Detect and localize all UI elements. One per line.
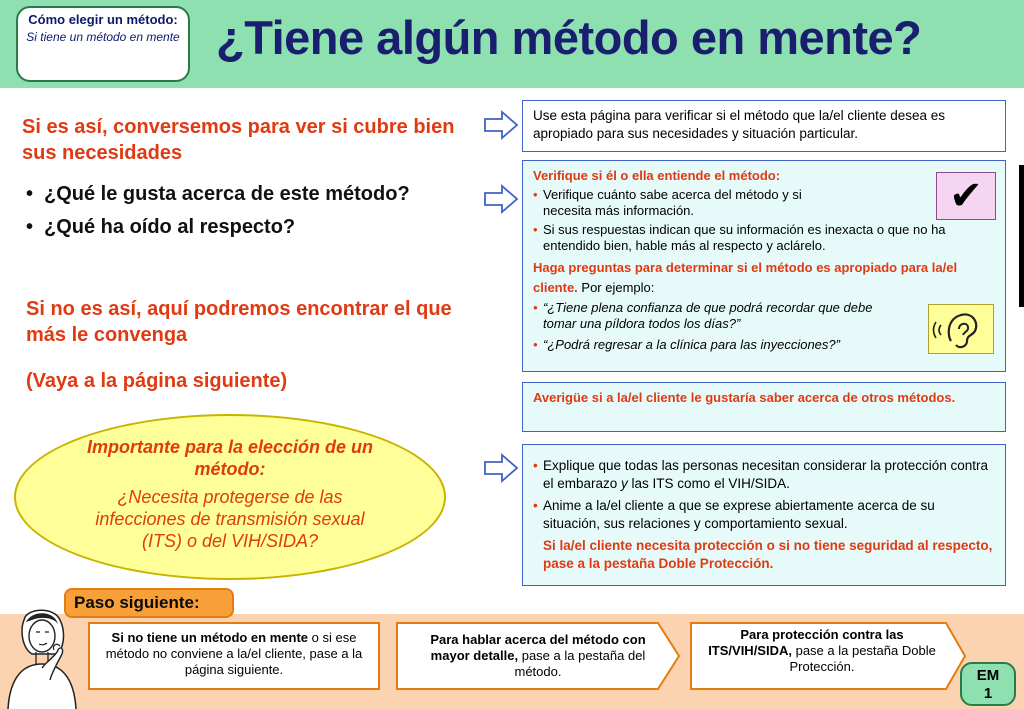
- protection-box: [522, 444, 1006, 586]
- next-step-text: o si ese método no conviene a la/el cliente, pase a la página siguiente.: [105, 630, 363, 677]
- protection-bullet-text: las ITS como el VIH/SIDA.: [627, 476, 790, 491]
- other-methods-text: Averigüe si a la/el cliente le gustaría saber acerca de otros métodos.: [533, 390, 956, 405]
- section-tab[interactable]: [16, 6, 190, 82]
- double-protection-rest: pase a la pestaña Doble Protección.: [789, 643, 936, 674]
- arrow-right-icon: [484, 110, 518, 140]
- example-question: • “¿Podrá regresar a la clínica para las inyecciones?”: [533, 337, 995, 354]
- double-protection-text: [704, 627, 940, 675]
- double-protection-card[interactable]: [690, 622, 966, 690]
- header-band: [0, 0, 1024, 88]
- section-tab-title: Cómo elegir un método:: [28, 12, 178, 27]
- next-step-card[interactable]: [88, 622, 380, 690]
- arrow-right-icon: [484, 453, 518, 483]
- ask-heading: Haga preguntas para determinar si el método es apropiado para la/el cliente.: [533, 259, 958, 295]
- protection-bullet-text: y: [621, 476, 628, 491]
- example-question: • “¿Tiene plena confianza de que podrá recordar que debe tomar una píldora todos los días?”: [533, 300, 901, 333]
- verify-bullet: • Verifique cuánto sabe acerca del método y si necesita más información.: [533, 187, 853, 220]
- ask-paragraph: [533, 258, 995, 298]
- double-protection-bold: Para protección contra las ITS/VIH/SIDA,: [708, 627, 904, 658]
- verify-bullet: • Si sus respuestas indican que su información es inexacta o que no ha entendido bien, hable más al respecto y aclárelo.: [533, 222, 995, 255]
- usage-note-box: [522, 100, 1006, 152]
- method-tab-bold: Para hablar acerca del método con mayor detalle,: [430, 632, 646, 663]
- protection-bullet: • Anime a la/el cliente a que se exprese abiertamente acerca de su situación, sus relaciones y comportamiento sexual.: [533, 497, 995, 533]
- question-item: • ¿Qué ha oído al respecto?: [26, 215, 466, 240]
- page-title: ¿Tiene algún método en mente?: [216, 11, 922, 64]
- ear-icon: [928, 304, 994, 354]
- if-not-text: Si no es así, aquí podremos encontrar el que más le convenga: [26, 298, 452, 346]
- verify-heading: Verifique si él o ella entiende el método:: [533, 168, 781, 183]
- protection-bullet-text: Explique que todas las personas necesitan considerar la protección contra el embarazo: [543, 458, 989, 491]
- next-page-text: (Vaya a la página siguiente): [26, 370, 288, 392]
- checkmark-icon: ✔: [936, 172, 996, 220]
- ask-suffix: Por ejemplo:: [577, 279, 655, 295]
- woman-illustration: [2, 606, 92, 709]
- other-methods-box: [522, 382, 1006, 432]
- question-item: • ¿Qué le gusta acerca de este método?: [26, 182, 466, 207]
- method-tab-text: [410, 632, 666, 680]
- page-code-badge: [960, 662, 1016, 706]
- intro-text: Si es así, conversemos para ver si cubre bien sus necesidades: [22, 116, 455, 164]
- divider-bar: [1019, 165, 1024, 307]
- section-tab-subtitle: Si tiene un método en mente: [26, 30, 180, 44]
- method-tab-rest: pase a la pestaña del método.: [514, 648, 646, 679]
- protection-bullet: [533, 457, 995, 493]
- next-step-bold: Si no tiene un método en mente: [111, 630, 309, 645]
- page-code-line: EM: [976, 667, 1000, 684]
- important-question: ¿Necesita protegerse de las infecciones de transmisión sexual (ITS) o del VIH/SIDA?: [95, 487, 365, 551]
- important-heading: Importante para la elección de un método:: [86, 437, 374, 479]
- page-code-number: 1: [983, 685, 993, 702]
- method-tab-card[interactable]: [396, 622, 680, 690]
- question-list: [26, 182, 466, 248]
- usage-note-text: Use esta página para verificar si el método que la/el cliente desea es apropiado para sus necesidades y situación particular.: [533, 108, 945, 141]
- next-step-label: Paso siguiente:: [64, 588, 234, 618]
- arrow-right-icon: [484, 184, 518, 214]
- important-callout: [14, 414, 446, 580]
- double-protection-note: Si la/el cliente necesita protección o si no tiene seguridad al respecto, pase a la pestaña Doble Protección.: [543, 538, 993, 571]
